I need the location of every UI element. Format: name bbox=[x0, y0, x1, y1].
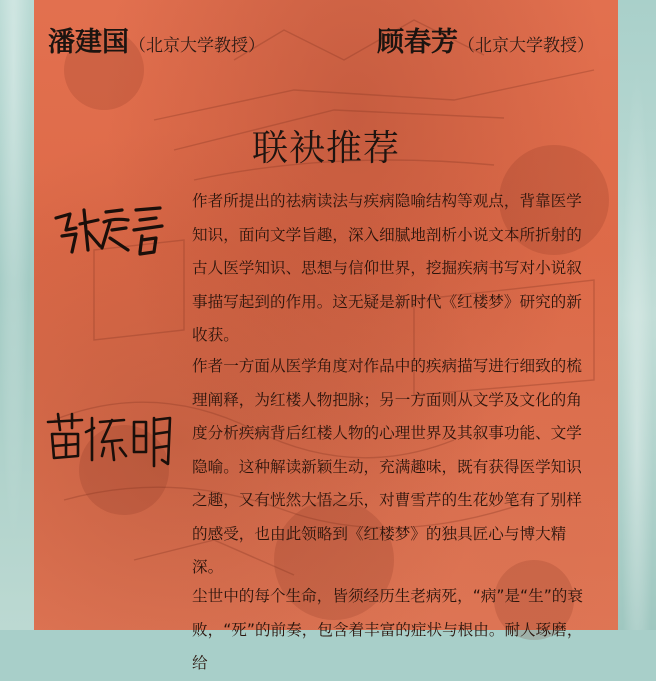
right-decorative-border bbox=[618, 0, 656, 630]
recommender-1-header bbox=[48, 20, 265, 59]
recommendation-paragraph-3: 尘世中的每个生命，皆须经历生老病死，“病”是“生”的衰败，“死”的前奏，包含着丰富的症状与根由。耐人琢磨，给 bbox=[192, 587, 583, 672]
recommender-affiliation: （北京大学教授） bbox=[458, 36, 594, 56]
recommender-2-header bbox=[377, 20, 594, 59]
recommender-name: 潘建国 bbox=[48, 27, 129, 58]
recommender-name: 顾春芳 bbox=[377, 27, 458, 58]
recommender-affiliation: （北京大学教授） bbox=[129, 36, 265, 56]
signature-zhang-qingshan bbox=[48, 200, 168, 260]
page-title: 联袂推荐 bbox=[251, 128, 400, 169]
recommendation-paragraph-1: 作者所提出的祛病读法与疾病隐喻结构等观点，背靠医学知识，面向文学旨趣，深入细腻地剖析小说文本所折射的古人医学知识、思想与信仰世界，挖掘疾病书写对小说叙事描写起到的作用。这无疑是新时代《红楼梦》研究的新收获。 bbox=[192, 192, 582, 344]
signature-miao-huaiming bbox=[42, 408, 180, 472]
recommendation-paragraph-2: 作者一方面从医学角度对作品中的疾病描写进行细致的梳理阐释，为红楼人物把脉；另一方面则从文学及文化的角度分析疾病背后红楼人物的心理世界及其叙事功能、文学隐喻。这种解读新颖生动，充满趣味，既有获得医学知识之趣，又有恍然大悟之乐，对曹雪芹的生花妙笔有了别样的感受，也由此领略到《红楼梦》的独具匠心与博大精深。 bbox=[192, 357, 582, 576]
left-decorative-border bbox=[0, 0, 34, 630]
recommendation-panel bbox=[34, 0, 618, 672]
